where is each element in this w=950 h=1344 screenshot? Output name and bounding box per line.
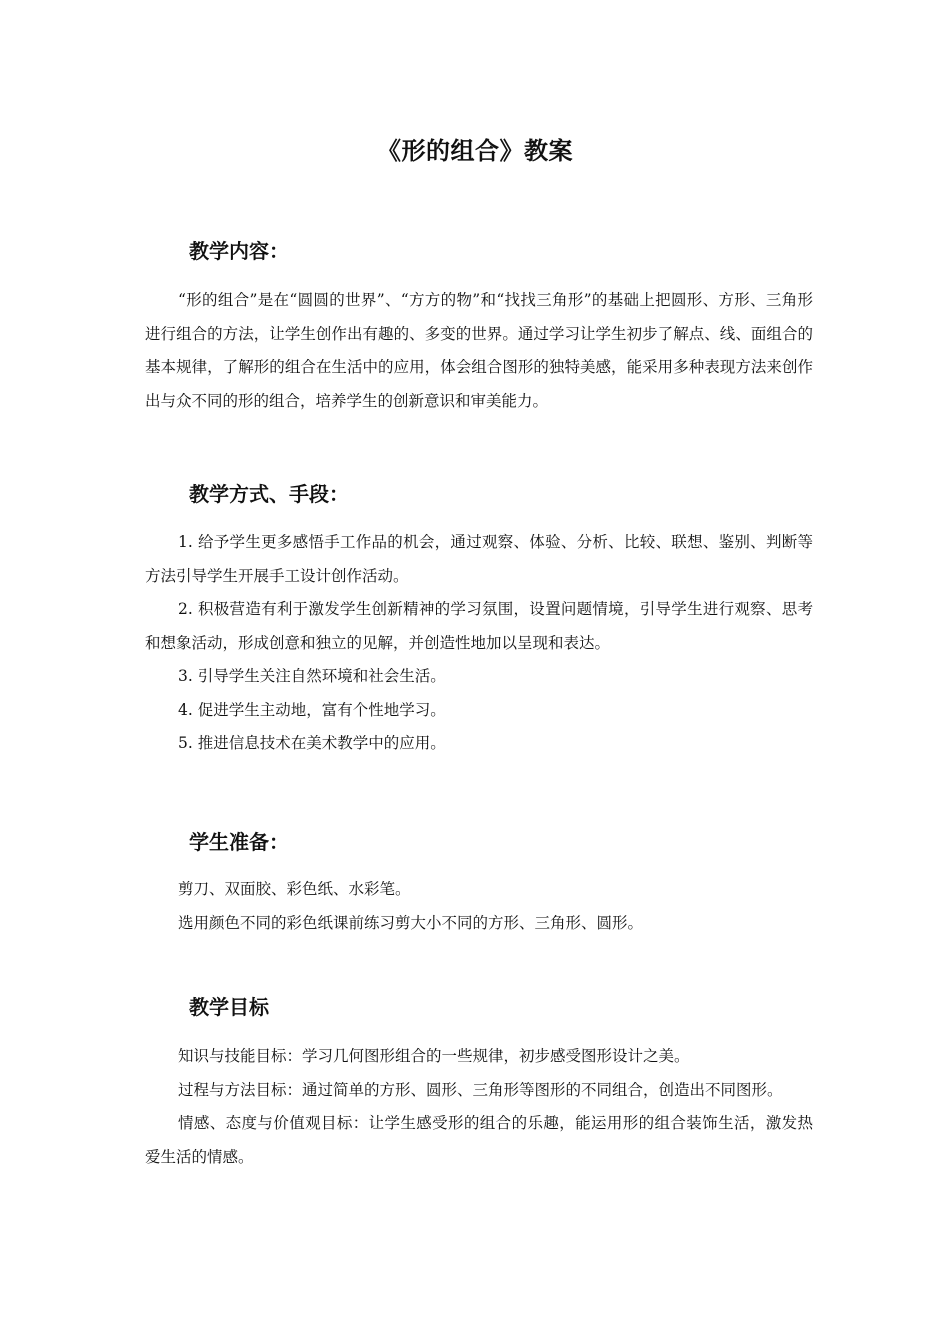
section-body-preparation <box>145 873 813 940</box>
section-heading-preparation: 学生准备： <box>189 830 289 854</box>
methods-item-3: 3. 引导学生关注自然环境和社会生活。 <box>178 667 446 685</box>
methods-item-4: 4. 促进学生主动地，富有个性地学习。 <box>178 700 446 719</box>
methods-item-1: 1. 给予学生更多感悟手工作品的机会，通过观察、体验、分析、比较、联想、鉴别、判断等方法引导学生开展手工设计创作活动。 <box>145 533 813 585</box>
content-paragraph: “形的组合”是在“圆圆的世界”、“方方的物”和“找找三角形”的基础上把圆形、方形、三角形进行组合的方法，让学生创作出有趣的、多变的世界。通过学习让学生初步了解点、线、面组合的基本规律，了解形的组合在生活中的应用，体会组合图形的独特美感，能采用多种表现方法来创作出与众不同的形的组合，培养学生的创新意识和审美能力。 <box>145 291 813 410</box>
preparation-line-1: 剪刀、双面胶、彩色纸、水彩笔。 <box>178 880 411 898</box>
methods-item-5: 5. 推进信息技术在美术教学中的应用。 <box>178 734 446 752</box>
goals-item-knowledge: 知识与技能目标：学习几何图形组合的一些规律，初步感受图形设计之美。 <box>178 1047 690 1065</box>
document-title: 《形的组合》教案 <box>377 137 573 165</box>
goals-item-process: 过程与方法目标：通过简单的方形、圆形、三角形等图形的不同组合，创造出不同图形。 <box>178 1080 783 1099</box>
section-body-goals <box>145 1040 813 1174</box>
preparation-line-2: 选用颜色不同的彩色纸课前练习剪大小不同的方形、三角形、圆形。 <box>178 913 644 932</box>
section-body-content <box>145 284 813 418</box>
goals-item-emotion: 情感、态度与价值观目标：让学生感受形的组合的乐趣，能运用形的组合装饰生活，激发热爱生活的情感。 <box>145 1114 813 1166</box>
section-heading-content: 教学内容： <box>189 239 289 263</box>
methods-item-2: 2. 积极营造有利于激发学生创新精神的学习氛围，设置问题情境，引导学生进行观察、思考和想象活动，形成创意和独立的见解，并创造性地加以呈现和表达。 <box>145 600 813 652</box>
section-heading-methods: 教学方式、手段： <box>189 482 349 506</box>
section-heading-goals: 教学目标 <box>189 995 269 1019</box>
section-body-methods <box>145 526 813 761</box>
